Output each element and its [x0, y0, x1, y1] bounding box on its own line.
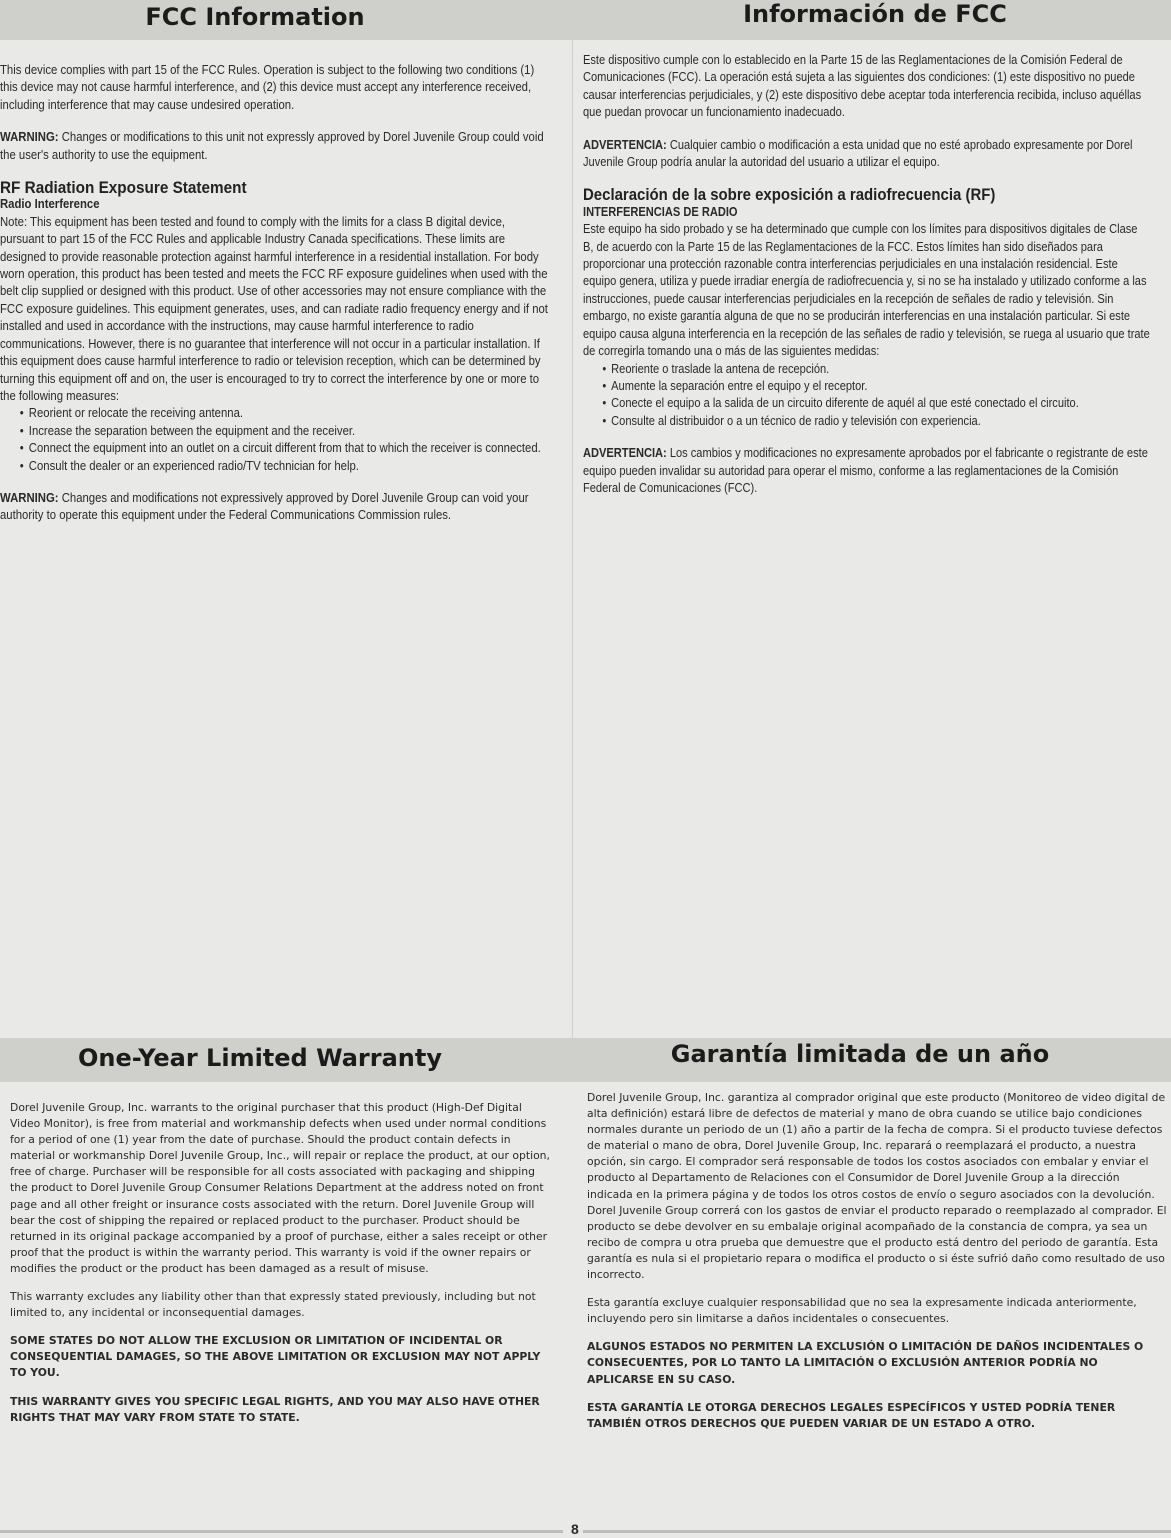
measures-list-en — [0, 405, 551, 475]
warranty-states-en: SOME STATES DO NOT ALLOW THE EXCLUSION OR LIMITATION OF INCIDENTAL OR CONSEQUENTIAL DAMAGES, SO THE ABOVE LIMITATION OR EXCLUSION MAY NOT APPLY TO YOU. — [10, 1334, 541, 1380]
list-item: • Increase the separation between the equipment and the receiver. — [20, 423, 551, 440]
list-item: • Conecte el equipo a la salida de un circuito diferente de aquél al que esté conectado el circuito. — [602, 395, 1150, 412]
fcc-note-en: Note: This equipment has been tested and found to comply with the limits for a class B digital device, pursuant to part 15 of the FCC Rules and applicable Industry Canada specifications. These limits are designed to provide reasonable protection against harmful interference in a residential installation. For body worn operation, this product has been tested and meets the FCC RF exposure guidelines when used with the belt clip supplied or designed with this product. Use of other accessories may not ensure compliance with the FCC exposure guidelines. This equipment generates, uses, and can radiate radio frequency energy and if not installed and used in accordance with the instructions, may cause harmful interference to radio communications. However, there is no guarantee that interference will not occur in a particular installation. If this equipment does cause harmful interference to radio or television reception, which can be determined by turning this equipment off and on, the user is encouraged to try to correct the interference by one or more to the following measures: — [0, 214, 548, 403]
fcc-title-es: Información de FCC — [743, 0, 1007, 28]
rf-heading-es: Declaración de la sobre exposición a radiofrecuencia (RF) — [583, 185, 996, 205]
warranty-title-es: Garantía limitada de un año — [670, 1040, 1050, 1068]
warning-label: WARNING: — [0, 130, 59, 145]
fcc-warning2-en — [0, 490, 551, 525]
radio-heading-es: INTERFERENCIAS DE RADIO — [583, 204, 738, 219]
measures-list-es — [583, 361, 1151, 431]
warranty-states-es: ALGUNOS ESTADOS NO PERMITEN LA EXCLUSIÓN O LIMITACIÓN DE DAÑOS INCIDENTALES O CONSECUENTES, POR LO TANTO LA LIMITACIÓN O EXCLUSIÓN ANTERIOR PODRÍA NO APLICARSE EN SU CASO. — [587, 1340, 1144, 1386]
radio-heading-en: Radio Interference — [0, 197, 100, 212]
column-divider — [572, 40, 573, 1040]
warning-label: ADVERTENCIA: — [583, 137, 667, 152]
warning-text: Los cambios y modificaciones no expresamente aprobados por el fabricante o registrante de este equipo pueden invalidar su autoridad para operar el mismo, conforme a las reglamentaciones de la Comisión Federal de Comunicaciones (FCC). — [583, 446, 1148, 495]
warranty-exclusion-es: Esta garantía excluye cualquier responsabilidad que no sea la expresamente indicada anteriormente, incluyendo pero sin limitarse a daños incidentales o consecuentes. — [587, 1296, 1137, 1326]
list-item: • Consult the dealer or an experienced radio/TV technician for help. — [20, 458, 551, 475]
fcc-section-en — [0, 62, 551, 540]
page-number: 8 — [567, 1521, 583, 1537]
warning-text: Changes and modifications not expressively approved by Dorel Juvenile Group can void your authority to operate this equipment under the Federal Communications Commission rules. — [0, 490, 529, 523]
warranty-title-en: One-Year Limited Warranty — [78, 1044, 442, 1072]
warning-label: WARNING: — [0, 490, 59, 505]
fcc-note-es: Este equipo ha sido probado y se ha determinado que cumple con los límites para dispositivos digitales de Clase B, de acuerdo con la Parte 15 de las Reglamentaciones de la FCC. Estos límites han sido diseñados para proporcionar una protección razonable contra interferencias perjudiciales en una instalación residencial. Este equipo genera, utiliza y puede irradiar energía de radiofrecuencia y, si no se ha instalado y utilizado conforme a las instrucciones, puede causar interferencias perjudiciales en la recepción de señales de radio y televisión. Sin embargo, no existe garantía alguna de que no se producirán interferencias en una instalación particular. Si este equipo causa alguna interferencia en la recepción de las señales de radio y televisión, se ruega al usuario que trate de corregirla tomando una o más de las siguientes medidas: — [583, 222, 1150, 359]
warranty-body-en: Dorel Juvenile Group, Inc. warrants to the original purchaser that this product (High-Def Digital Video Monitor), is free from material and workmanship defects when used under normal conditions for a period of one (1) year from the date of purchase. Should the product contain defects in material or workmanship Dorel Juvenile Group, Inc., will repair or replace the product, at our option, free of charge. Purchaser will be responsible for all costs associated with packaging and shipping the product to Dorel Juvenile Group Consumer Relations Department at the address noted on front page and all other freight or insurance costs associated with the return. Dorel Juvenile Group will bear the cost of shipping the repaired or replaced product to the purchaser. Product should be returned in its original package accompanied by a proof of purchase, either a sales receipt or other proof that the product is within the warranty period. This warranty is void if the owner repairs or modifies the product or the product has been damaged as a result of misuse. — [10, 1101, 550, 1275]
rf-heading-en: RF Radiation Exposure Statement — [0, 178, 247, 198]
fcc-warning1-es — [583, 137, 1151, 172]
warning-text: Cualquier cambio o modificación a esta unidad que no esté aprobado expresamente por Dorel Juvenile Group podría anular la autoridad del usuario a utilizar el equipo. — [583, 137, 1133, 170]
warranty-exclusion-en: This warranty excludes any liability other than that expressly stated previously, including but not limited to, any incidental or inconsequential damages. — [10, 1290, 536, 1320]
list-item: • Connect the equipment into an outlet on a circuit different from that to which the receiver is connected. — [20, 440, 551, 457]
list-item: • Reoriente o traslade la antena de recepción. — [602, 361, 1150, 378]
warranty-rights-es: ESTA GARANTÍA LE OTORGA DERECHOS LEGALES ESPECÍFICOS Y USTED PODRÍA TENER TAMBIÉN OTROS DERECHOS QUE PUEDEN VARIAR DE UN ESTADO A OTRO. — [587, 1400, 1116, 1430]
fcc-warning2-es — [583, 445, 1151, 497]
warranty-body-es: Dorel Juvenile Group, Inc. garantiza al comprador original que este producto (Monitoreo de video digital de alta definición) estará libre de defectos de material y mano de obra cuando se utilice bajo condiciones normales durante un periodo de un (1) año a partir de la fecha de compra. Si el producto tuviese defectos de material o mano de obra, Dorel Juvenile Group, Inc. reparará o reemplazará el producto, a nuestra opción, sin cargo. El comprador será responsable de todos los costos asociados con embalar y enviar el producto al Departamento de Relaciones con el Consumidor de Dorel Juvenile Group a la dirección indicada en la primera página y de todos los otros costos de envío o seguro asociados con la devolución. Dorel Juvenile Group correrá con los gastos de enviar el producto reparado o reemplazado al comprador. El producto se debe devolver en su embalaje original acompañado de la constancia de compra, ya sea un recibo de compra u otra prueba que demuestre que el producto está dentro del periodo de garantía. Esta garantía es nula si el propietario repara o modifica el producto o si éste sufrió daño como resultado de uso incorrecto. — [587, 1091, 1167, 1282]
warranty-rights-en: THIS WARRANTY GIVES YOU SPECIFIC LEGAL RIGHTS, AND YOU MAY ALSO HAVE OTHER RIGHTS THAT MAY VARY FROM STATE TO STATE. — [10, 1394, 540, 1424]
fcc-title-en: FCC Information — [145, 3, 365, 31]
footer-rule-left — [0, 1530, 563, 1533]
fcc-intro-es: Este dispositivo cumple con lo establecido en la Parte 15 de las Reglamentaciones de la Comisión Federal de Comunicaciones (FCC). La operación está sujeta a las siguientes dos condiciones: (1) este dispositivo no puede causar interferencias perjudiciales, y (2) este dispositivo debe aceptar toda interferencia recibida, incluso aquéllas que puedan provocar un funcionamiento inadecuado. — [583, 53, 1142, 120]
footer-rule-right — [582, 1530, 1171, 1533]
fcc-intro-en: This device complies with part 15 of the FCC Rules. Operation is subject to the following two conditions (1) this device may not cause harmful interference, and (2) this device must accept any interference received, including interference that may cause undesired operation. — [0, 63, 535, 112]
list-item: • Reorient or relocate the receiving antenna. — [20, 405, 551, 422]
list-item: • Aumente la separación entre el equipo y el receptor. — [602, 378, 1150, 395]
fcc-section-es — [583, 52, 1151, 512]
warning-label: ADVERTENCIA: — [583, 446, 667, 461]
warranty-section-es — [587, 1090, 1168, 1444]
fcc-warning1-en — [0, 129, 551, 164]
warranty-section-en — [10, 1100, 550, 1438]
list-item: • Consulte al distribuidor o a un técnico de radio y televisión con experiencia. — [602, 413, 1150, 430]
warning-text: Changes or modifications to this unit not expressly approved by Dorel Juvenile Group could void the user's authority to use the equipment. — [0, 130, 544, 162]
